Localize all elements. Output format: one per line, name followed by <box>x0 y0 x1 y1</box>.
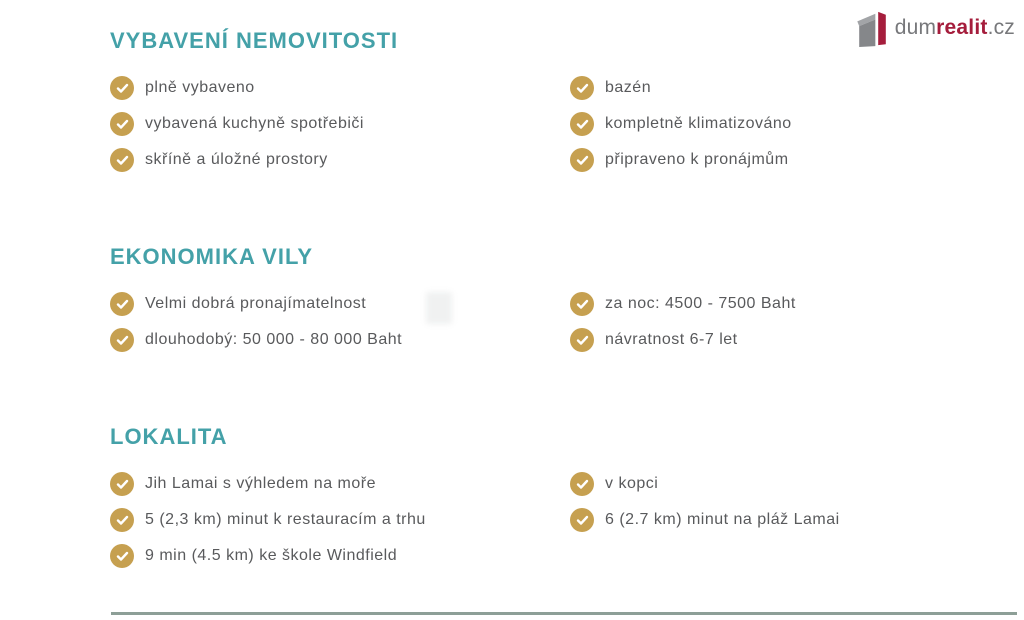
item-label: návratnost 6-7 let <box>605 331 738 348</box>
right-column <box>570 286 796 358</box>
right-column <box>570 466 840 538</box>
check-icon <box>570 472 594 496</box>
check-icon <box>110 472 134 496</box>
dumrealit-building-icon <box>857 10 888 48</box>
logo-text-dum: dum <box>894 16 937 39</box>
item-label: 9 min (4.5 km) ke škole Windfield <box>145 547 398 564</box>
list-item <box>110 538 570 574</box>
check-icon <box>110 544 134 568</box>
list-item <box>570 286 796 322</box>
check-icon <box>110 148 134 172</box>
item-label: v kopci <box>605 475 659 492</box>
left-column <box>110 70 570 178</box>
left-column <box>110 286 570 358</box>
list-item <box>570 322 796 358</box>
check-icon <box>570 292 594 316</box>
item-label: za noc: 4500 - 7500 Baht <box>605 295 796 312</box>
check-icon <box>570 76 594 100</box>
check-icon <box>570 508 594 532</box>
check-icon <box>110 328 134 352</box>
list-item <box>570 106 792 142</box>
list-item <box>110 106 570 142</box>
item-label: Velmi dobrá pronajímatelnost <box>145 295 367 312</box>
dumrealit-logo[interactable] <box>857 9 1015 48</box>
item-label: 6 (2.7 km) minut na pláž Lamai <box>605 511 840 528</box>
list-item <box>110 466 570 502</box>
item-label: vybavená kuchyně spotřebiči <box>145 115 364 132</box>
logo-wordmark <box>895 9 1015 46</box>
section-title: EKONOMIKA VILY <box>110 244 314 269</box>
item-label: skříně a úložné prostory <box>145 151 328 168</box>
logo-text-realit: realit <box>936 16 988 39</box>
list-item <box>570 70 792 106</box>
section-title: VYBAVENÍ NEMOVITOSTI <box>110 28 399 53</box>
section-lokalita <box>110 424 840 574</box>
list-item <box>110 322 570 358</box>
list-item <box>110 286 570 322</box>
check-icon <box>110 508 134 532</box>
section-columns <box>110 466 840 574</box>
list-item <box>110 502 570 538</box>
item-label: Jih Lamai s výhledem na moře <box>145 475 376 492</box>
list-item <box>570 502 840 538</box>
list-item <box>570 466 840 502</box>
check-icon <box>570 148 594 172</box>
check-icon <box>570 112 594 136</box>
section-title: LOKALITA <box>110 424 228 449</box>
item-label: dlouhodobý: 50 000 - 80 000 Baht <box>145 331 403 348</box>
check-icon <box>110 292 134 316</box>
left-column <box>110 466 570 574</box>
check-icon <box>110 112 134 136</box>
list-item <box>110 142 570 178</box>
bottom-divider <box>111 612 1017 615</box>
item-label: plně vybaveno <box>145 79 255 96</box>
section-ekonomika-vily <box>110 244 796 358</box>
section-columns <box>110 286 796 358</box>
item-label: kompletně klimatizováno <box>605 115 792 132</box>
right-column <box>570 70 792 178</box>
logo-text-cz: .cz <box>987 16 1015 39</box>
list-item <box>110 70 570 106</box>
section-vybaveni-nemovitosti <box>110 28 792 178</box>
item-label: připraveno k pronájmům <box>605 151 789 168</box>
check-icon <box>570 328 594 352</box>
section-columns <box>110 70 792 178</box>
item-label: 5 (2,3 km) minut k restauracím a trhu <box>145 511 426 528</box>
item-label: bazén <box>605 79 652 96</box>
list-item <box>570 142 792 178</box>
check-icon <box>110 76 134 100</box>
